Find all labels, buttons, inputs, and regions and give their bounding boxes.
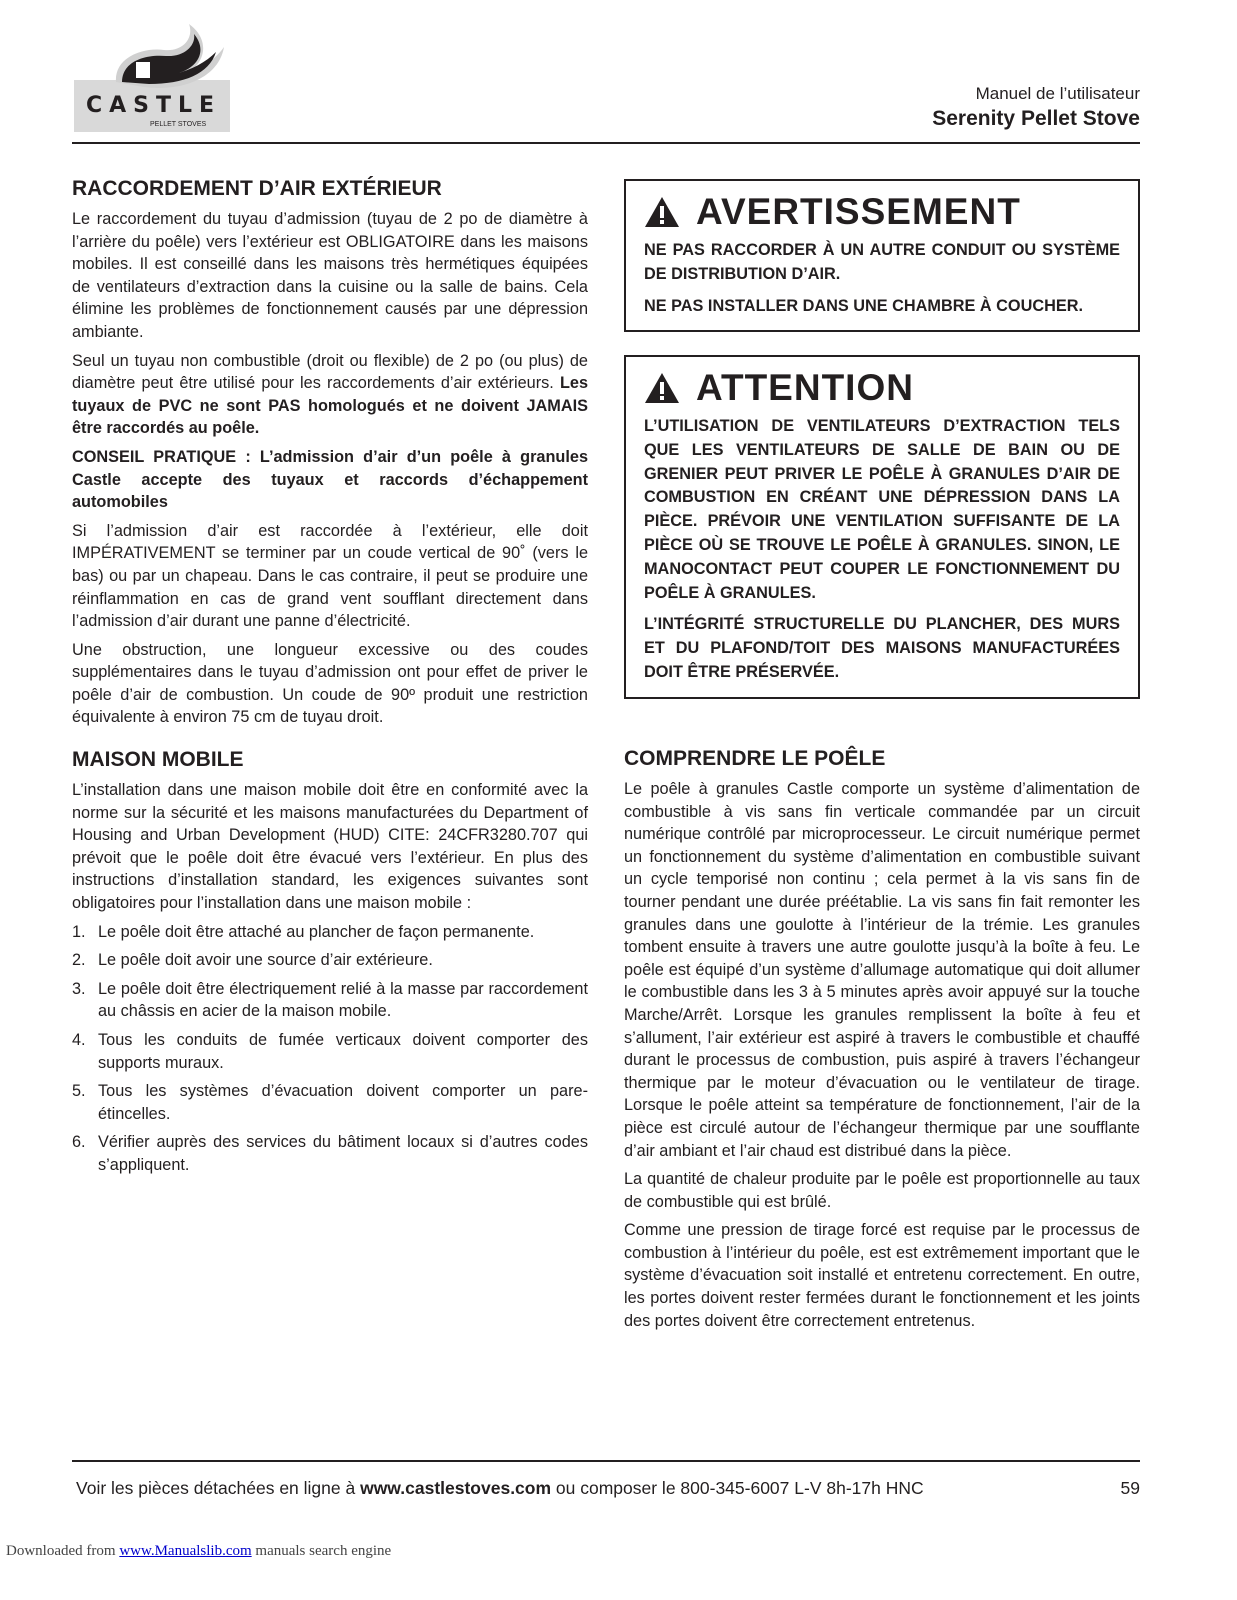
list-item <box>72 949 588 972</box>
text: Voir les pièces détachées en ligne à <box>76 1478 361 1498</box>
item-text: Vérifier auprès des services du bâtiment locaux si d’autres codes s’appliquent. <box>98 1133 588 1174</box>
item-text: Le poêle doit être attaché au plancher de façon permanente. <box>98 922 535 941</box>
warning-title: AVERTISSEMENT <box>696 191 1021 232</box>
bold-text: Les tuyaux de PVC ne sont PAS homologués et ne doivent JAMAIS être raccordés au poêle. <box>72 374 588 438</box>
page-header <box>932 84 1140 131</box>
section-heading-mobile-home: MAISON MOBILE <box>72 748 244 772</box>
page-number: 59 <box>1120 1478 1140 1498</box>
paragraph: Comme une pression de tirage forcé est requise par le processus de combustion à l’intérieur du poêle, est est extrêmement important que le système d’évacuation soit installé et entretenu correctement. En outre, les portes doivent rester fermées durant le fonctionnement et les joints des portes doivent être correctement entretenus. <box>624 1221 1140 1330</box>
item-number: 4. <box>72 1031 86 1049</box>
item-number: 6. <box>72 1133 86 1152</box>
paragraph: La quantité de chaleur produite par le poêle est proportionnelle au taux de combustible qui est brûlé. <box>624 1170 1140 1211</box>
footer-divider <box>72 1460 1140 1462</box>
warning-text: NE PAS RACCORDER À UN AUTRE CONDUIT OU SYSTÈME DE DISTRIBUTION D’AIR. <box>644 241 1120 283</box>
text: ou composer le 800-345-6007 L-V 8h-17h HNC <box>551 1478 924 1498</box>
download-banner <box>6 1543 391 1560</box>
paragraph: L’installation dans une maison mobile doit être en conformité avec la norme sur la sécurité et les maisons manufacturées du Department of Housing and Urban Development (HUD) CITE: 24CFR3280.707 qui prévoit que le poêle doit être évacué vers l’extérieur. En plus des instructions d’installation standard, les exigences suivantes sont obligatoires pour l’installation dans une maison mobile : <box>72 781 588 913</box>
castle-logo <box>74 22 230 132</box>
paragraph: Une obstruction, une longueur excessive ou des coudes supplémentaires dans le tuyau d’admission ont pour effet de priver le poêle d’air de combustion. Un coude de 90º produit une restriction équivalente à environ 75 cm de tuyau droit. <box>72 640 588 727</box>
paragraph: Le poêle à granules Castle comporte un système d’alimentation de combustible à vis sans fin verticale commandée par un circuit numérique contrôlé par microprocesseur. Le circuit numérique permet un fonctionnement du système d’alimentation en combustible suivant un cycle temporisé non continu ; cela permet à la vis sans fin de tourner pendant une durée préétablie. La vis sans fin fait remonter les granules dans une goulotte à l’intérieur de la trémie. Les granules tombent ensuite à travers une autre goulotte jusqu’à la boîte à feu. Le poêle est équipé d’un système d’allumage automatique qui doit allumer le combustible dans les 3 à 5 minutes après avoir appuyé sur la touche Marche/Arrêt. Lorsque les granules remplissent la boîte à feu et s’allument, l’air extérieur est aspiré à travers le combustible et chauffé durant le processus de combustion, puis aspiré à travers l’échangeur thermique par le moteur d’évacuation ou le ventilateur de tirage. Lorsque le poêle atteint sa température de fonctionnement, l’air de la pièce est circulé autour de l’échangeur thermique par une soufflante d’air ambiant et l’air chaud est distribué dans la pièce. <box>624 780 1140 1160</box>
footer-text <box>76 1478 924 1499</box>
website-link[interactable]: www.castlestoves.com <box>360 1478 552 1498</box>
list-item <box>72 1131 588 1176</box>
item-number: 2. <box>72 951 86 970</box>
item-number: 1. <box>72 922 86 941</box>
attention-text: L’UTILISATION DE VENTILATEURS D’EXTRACTION TELS QUE LES VENTILATEURS DE SALLE DE BAIN OU DE GRENIER PEUT PRIVER LE POÊLE À GRANULES D’AIR DE COMBUSTION EN CRÉANT UNE DÉPRESSION DANS LA PIÈCE. PRÉVOIR UNE VENTILATION SUFFISANTE DE LA PIÈCE OÙ SE TROUVE LE POÊLE À GRANULES. SINON, LE MANOCONTACT PEUT COUPER LE FONCTIONNEMENT DU POÊLE À GRANULES. <box>644 417 1120 602</box>
item-text: Le poêle doit avoir une source d’air extérieure. <box>98 951 433 970</box>
list-item <box>72 921 588 944</box>
item-text: Tous les conduits de fumée verticaux doivent comporter des supports muraux. <box>98 1031 588 1072</box>
list-item <box>72 978 588 1023</box>
manualslib-link[interactable]: www.Manualslib.com <box>119 1543 252 1559</box>
bold-text: CONSEIL PRATIQUE : L’admission d’air d’un poêle à granules Castle accepte des tuyaux et raccords d’échappement automobiles <box>72 447 588 512</box>
paragraph: Le raccordement du tuyau d’admission (tuyau de 2 po de diamètre à l’arrière du poêle) vers l’extérieur est OBLIGATOIRE dans les maisons mobiles. Il est conseillé dans les maisons très hermétiques équipées de ventilateurs d’extraction dans la cuisine ou la salle de bains. Cela élimine les problèmes de fonctionnement causés par une dépression ambiante. <box>72 210 588 341</box>
attention-box <box>624 355 1140 699</box>
section-heading-outdoor-air: RACCORDEMENT D’AIR EXTÉRIEUR <box>72 177 442 200</box>
warning-triangle-icon <box>644 196 680 228</box>
right-column <box>624 746 1140 1338</box>
item-number: 3. <box>72 979 86 998</box>
item-text: Le poêle doit être électriquement relié à la masse par raccordement au châssis en acier de la maison mobile. <box>98 979 588 1021</box>
warning-box <box>624 179 1140 332</box>
text: Seul un tuyau non combustible (droit ou flexible) de 2 po (ou plus) de diamètre peut être utilisé pour les raccordements d’air extérieurs. <box>72 351 588 393</box>
requirements-list <box>72 921 588 1177</box>
logo-sub: PELLET STOVES <box>150 121 207 128</box>
text: manuals search engine <box>251 1543 392 1559</box>
logo-text: CASTLE <box>86 93 222 118</box>
header-subtitle: Manuel de l’utilisateur <box>975 84 1140 103</box>
text: Downloaded from <box>6 1543 120 1559</box>
section-heading-understanding-stove: COMPRENDRE LE POÊLE <box>624 747 886 770</box>
tip-paragraph <box>72 446 588 514</box>
item-text: Tous les systèmes d’évacuation doivent comporter un pare-étincelles. <box>98 1082 588 1123</box>
paragraph: Si l’admission d’air est raccordée à l’extérieur, elle doit IMPÉRATIVEMENT se terminer par un coude vertical de 90˚ (vers le bas) ou par un chapeau. Dans le cas contraire, il peut se produire une réinflammation en cas de grand vent soufflant directement dans l’admission d’air durant une panne d’électricité. <box>72 521 588 631</box>
left-column <box>72 176 588 1183</box>
attention-text: L’INTÉGRITÉ STRUCTURELLE DU PLANCHER, DES MURS ET DU PLAFOND/TOIT DES MAISONS MANUFACTURÉES DOIT ÊTRE PRÉSERVÉE. <box>644 615 1120 681</box>
list-item <box>72 1080 588 1125</box>
attention-title: ATTENTION <box>696 367 914 408</box>
header-divider <box>72 142 1140 144</box>
header-title: Serenity Pellet Stove <box>932 107 1140 130</box>
paragraph <box>72 350 588 440</box>
warning-text: NE PAS INSTALLER DANS UNE CHAMBRE À COUCHER. <box>644 296 1084 315</box>
warning-triangle-icon <box>644 372 680 404</box>
list-item <box>72 1029 588 1074</box>
item-number: 5. <box>72 1082 86 1101</box>
